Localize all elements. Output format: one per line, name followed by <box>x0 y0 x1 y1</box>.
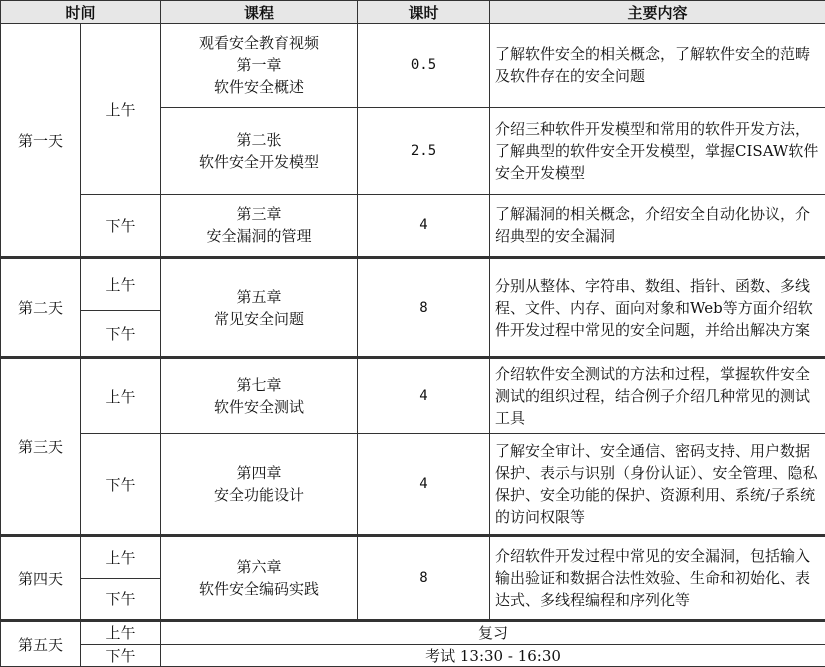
course-line: 软件安全概述 <box>214 78 305 97</box>
hours-cell: 0.5 <box>358 24 490 107</box>
course-cell <box>161 257 358 357</box>
hours-cell: 2.5 <box>358 107 490 194</box>
period-label: 上午 <box>81 358 161 434</box>
period-label: 上午 <box>81 24 161 195</box>
period-label: 下午 <box>81 194 161 257</box>
header-hours: 课时 <box>358 1 490 24</box>
hours-cell: 4 <box>358 358 490 434</box>
course-line: 第七章 <box>236 376 282 395</box>
period-label: 上午 <box>81 535 161 578</box>
hours-cell: 8 <box>358 257 490 357</box>
period-label: 下午 <box>81 644 161 666</box>
period-label: 上午 <box>81 621 161 644</box>
course-line: 软件安全测试 <box>214 398 305 417</box>
header-course: 课程 <box>161 1 358 24</box>
course-cell <box>161 24 358 107</box>
table-row <box>1 621 825 644</box>
table-row <box>1 358 825 434</box>
course-cell <box>161 434 358 536</box>
hours-cell: 4 <box>358 194 490 257</box>
period-label: 下午 <box>81 310 161 358</box>
course-line: 软件安全编码实践 <box>199 580 320 599</box>
hours-cell: 8 <box>358 535 490 620</box>
course-cell <box>161 535 358 620</box>
course-line: 第二张 <box>236 130 282 149</box>
day-label: 第五天 <box>1 621 81 667</box>
course-line: 软件安全开发模型 <box>199 152 320 171</box>
content-cell: 了解安全审计、安全通信、密码支持、用户数据保护、表示与识别（身份认证）、安全管理、隐私保护、安全功能的保护、资源利用、系统/子系统的访问权限等 <box>490 434 825 536</box>
course-cell <box>161 107 358 194</box>
content-cell: 了解软件安全的相关概念，了解软件安全的范畴及软件存在的安全问题 <box>490 24 825 107</box>
table-row <box>1 644 825 666</box>
day-label: 第四天 <box>1 535 81 620</box>
day-label: 第三天 <box>1 358 81 536</box>
content-cell: 了解漏洞的相关概念，介绍安全自动化协议，介绍典型的安全漏洞 <box>490 194 825 257</box>
day-label: 第二天 <box>1 257 81 357</box>
course-line: 安全功能设计 <box>214 486 305 505</box>
course-cell <box>161 358 358 434</box>
day-label: 第一天 <box>1 24 81 257</box>
content-cell: 分别从整体、字符串、数组、指针、函数、多线程、文件、内存、面向对象和Web等方面介绍软件开发过程中常见的安全问题，并给出解决方案 <box>490 257 825 357</box>
course-line: 第五章 <box>236 287 282 306</box>
review-cell: 复习 <box>161 621 825 644</box>
table-row <box>1 257 825 310</box>
hours-cell: 4 <box>358 434 490 536</box>
course-line: 第六章 <box>236 558 282 577</box>
header-row <box>1 1 825 24</box>
course-line: 第一章 <box>236 56 282 75</box>
content-cell: 介绍软件安全测试的方法和过程，掌握软件安全测试的组织过程，结合例子介绍几种常见的测试工具 <box>490 358 825 434</box>
table-row <box>1 535 825 578</box>
course-line: 第三章 <box>236 205 282 224</box>
content-cell: 介绍软件开发过程中常见的安全漏洞，包括输入输出验证和数据合法性效验、生命和初始化、表达式、多线程编程和序列化等 <box>490 535 825 620</box>
table-row <box>1 194 825 257</box>
course-line: 观看安全教育视频 <box>199 34 320 53</box>
content-cell: 介绍三种软件开发模型和常用的软件开发方法，了解典型的软件安全开发模型，掌握CISAW软件安全开发模型 <box>490 107 825 194</box>
table-row <box>1 24 825 107</box>
course-line: 安全漏洞的管理 <box>206 227 312 246</box>
period-label: 上午 <box>81 257 161 310</box>
period-label: 下午 <box>81 578 161 621</box>
course-line: 第四章 <box>236 464 282 483</box>
header-content: 主要内容 <box>490 1 825 24</box>
table-row <box>1 434 825 536</box>
exam-cell: 考试 13:30 - 16:30 <box>161 644 825 666</box>
header-time: 时间 <box>1 1 161 24</box>
course-cell <box>161 194 358 257</box>
course-line: 常见安全问题 <box>214 309 305 328</box>
period-label: 下午 <box>81 434 161 536</box>
